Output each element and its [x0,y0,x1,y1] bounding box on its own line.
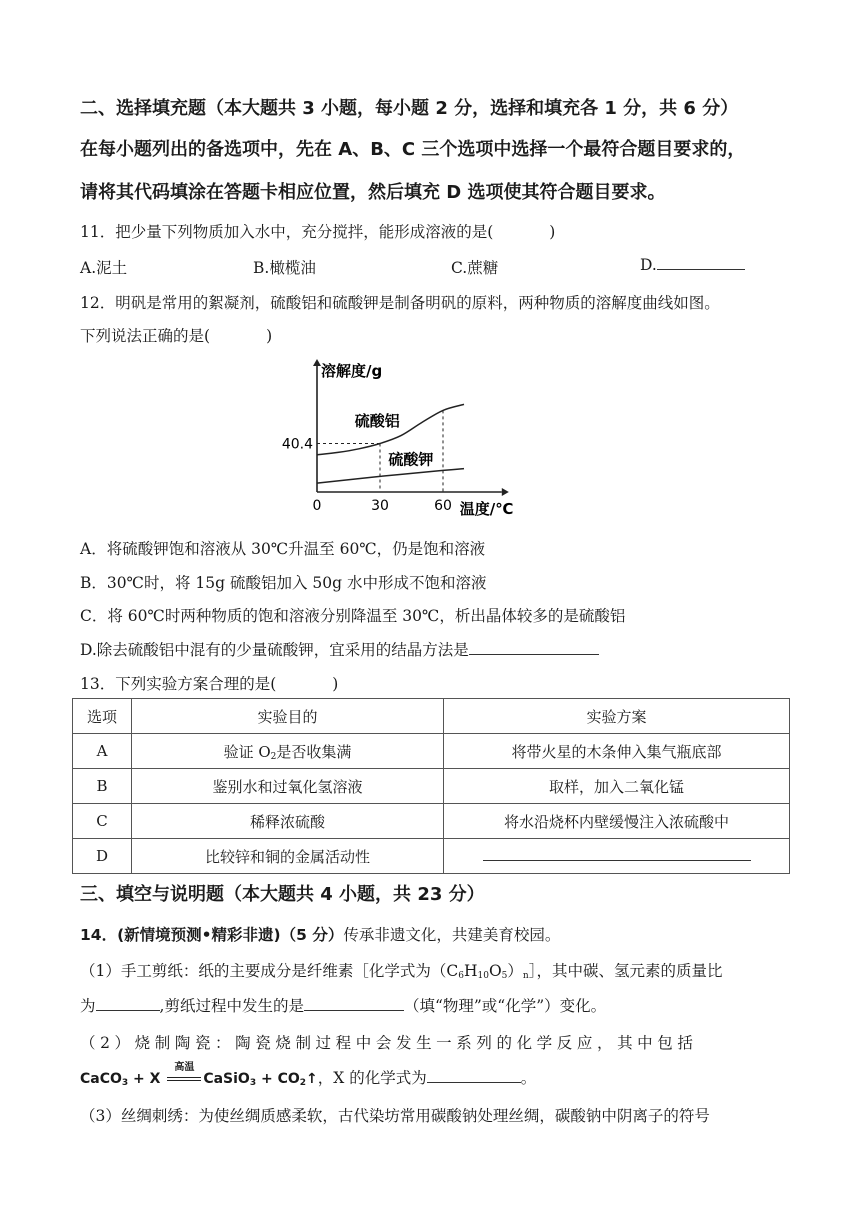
x-tick-label: 60 [434,498,452,514]
x-tick-label: 0 [312,498,322,514]
gas-arrow-icon: ↑ [306,1071,318,1087]
table-row [73,804,790,839]
q11-option-d [640,256,745,274]
q12-option-d-label: D.除去硫酸铝中混有的少量硫酸钾，宜采用的结晶方法是 [80,641,469,659]
q12-stem-line1: 12．明矾是常用的絮凝剂，硫酸铝和硫酸钾是制备明矾的原料，两种物质的溶解度曲线如图。 [80,294,720,312]
q14-title-line [80,923,560,945]
q13-answer-blank[interactable] [483,859,751,861]
eq-reactant-1: CaCO [80,1071,122,1087]
q14-p2-end: 。 [520,1069,537,1087]
q11-option-c: C.蔗糖 [451,259,499,277]
table-cell-option: D [73,839,132,874]
q14-part1-line2 [80,994,606,1016]
section2-instruction-1: 在每小题列出的备选项中，先在 A、B、C 三个选项中选择一个最符合题目要求的， [80,139,746,160]
table-cell-option: B [73,769,132,804]
eq-product-2: + CO [256,1071,300,1087]
x-axis-arrow-icon [502,488,509,496]
table-header-row [73,699,790,734]
change-type-blank[interactable] [304,1009,404,1011]
x-tick-label: 30 [371,498,389,514]
q13-close-paren: ) [332,675,339,693]
q12-option-a: A．将硫酸钾饱和溶液从 30℃升温至 60℃，仍是饱和溶液 [80,540,486,558]
eq-sub: 3 [249,1078,257,1088]
table-header-goal: 实验目的 [132,699,444,734]
table-cell-plan: 将带火星的木条伸入集气瓶底部 [444,734,790,769]
table-cell-plan: 取样，加入二氧化锰 [444,769,790,804]
eq-product-1: CaSiO [203,1071,250,1087]
q12-answer-blank[interactable] [469,653,599,655]
table-row [73,839,790,874]
table-cell-goal: 鉴别水和过氧化氢溶液 [132,769,444,804]
formula-paren: ） [507,962,523,980]
eq-reactant-2: + X [128,1071,166,1087]
q14-p1-l2-b: ,剪纸过程中发生的是 [159,997,304,1015]
x-axis-label: 温度/℃ [459,500,514,518]
formula-o: O [488,962,502,980]
q14-p2-tail: ，X 的化学式为 [317,1069,427,1087]
q12-option-b: B．30℃时，将 15g 硫酸铝加入 50g 水中形成不饱和溶液 [80,574,487,592]
y-tick-label: 40.4 [281,436,313,453]
goal-text: 验证 O [223,742,271,761]
q14-part3-line1: （3）丝绸刺绣：为使丝绸质感柔软，古代染坊常用碳酸钠处理丝绸，碳酸钠中阴离子的符号 [80,1107,710,1125]
q12-close-paren: ) [266,327,273,345]
table-header-option: 选项 [73,699,132,734]
section2-instruction-2: 请将其代码填涂在答题卡相应位置，然后填充 D 选项使其符合题目要求。 [80,182,666,203]
table-header-plan: 实验方案 [444,699,790,734]
q12-stem-line2 [80,324,272,346]
q11-close-paren: ) [549,223,556,241]
formula-sub: 10 [477,971,489,981]
table-cell-plan: 将水沿烧杯内壁缓慢注入浓硫酸中 [444,804,790,839]
q13-stem [80,672,338,694]
q13-stem-text: 13．下列实验方案合理的是( [80,675,277,693]
mass-ratio-blank[interactable] [96,1009,160,1011]
q14-p1-l2-c: （填“物理”或“化学”）变化。 [403,997,607,1015]
q11-answer-blank[interactable] [657,268,745,270]
section2-heading: 二、选择填充题（本大题共 3 小题，每小题 2 分，选择和填充各 1 分，共 6 分） [80,98,739,119]
table-row [73,734,790,769]
q13-table [72,698,790,874]
series-label-potassium-sulfate: 硫酸钾 [388,450,434,469]
goal-subscript: 2 [270,751,277,762]
q11-stem [80,220,555,242]
q14-part1-line1 [80,959,722,981]
table-row [73,769,790,804]
q14-p1-text: （1）手工剪纸：纸的主要成分是纤维素［化学式为（C [80,962,459,980]
table-cell-goal: 比较锌和铜的金属活动性 [132,839,444,874]
reaction-equation [80,1062,318,1088]
table-cell-goal [132,734,444,769]
q12-option-d [80,638,599,660]
q11-option-a: A.泥土 [80,259,128,277]
table-cell-goal: 稀释浓硫酸 [132,804,444,839]
table-cell-option: A [73,734,132,769]
table-cell-plan [444,839,790,874]
formula-sub: 6 [458,971,464,981]
section3-heading: 三、填空与说明题（本大题共 4 小题，共 23 分） [80,884,485,905]
table-cell-option: C [73,804,132,839]
q12-stem-text: 下列说法正确的是( [80,327,211,345]
eq-condition: 高温 [174,1062,195,1073]
q14-title: 14．(新情境预测•精彩非遗)（5 分） [80,926,344,944]
y-axis-arrow-icon [313,359,321,366]
formula-sub-n: n [522,971,529,981]
eq-sub: 2 [299,1078,307,1088]
goal-text-tail: 是否收集满 [276,742,352,761]
q14-part2-line2 [80,1062,537,1088]
y-axis-label: 溶解度/g [321,362,383,380]
q12-option-c: C．将 60℃时两种物质的饱和溶液分别降温至 30℃，析出晶体较多的是硫酸铝 [80,607,626,625]
q14-p1-text-tail: ］，其中碳、氢元素的质量比 [528,962,723,980]
eq-sub: 3 [121,1078,129,1088]
q11-stem-text: 11．把少量下列物质加入水中，充分搅拌，能形成溶液的是( [80,223,494,241]
q14-p1-l2-a: 为 [80,997,96,1015]
formula-h: H [463,962,478,980]
q14-part2-line1: （2）烧制陶瓷：陶瓷烧制过程中会发生一系列的化学反应，其中包括 [80,1034,698,1052]
series-label-aluminum-sulfate: 硫酸铝 [354,412,400,430]
formula-sub: 5 [501,971,508,981]
series-line-potassium-sulfate [317,469,464,484]
q11-option-b: B.橄榄油 [253,259,316,277]
q11-option-d-label: D. [640,256,657,274]
x-formula-blank[interactable] [427,1081,521,1083]
eq-condition-arrow [165,1062,203,1087]
solubility-curve-chart [270,352,540,520]
q14-intro: 传承非遗文化，共建美育校园。 [343,926,561,944]
